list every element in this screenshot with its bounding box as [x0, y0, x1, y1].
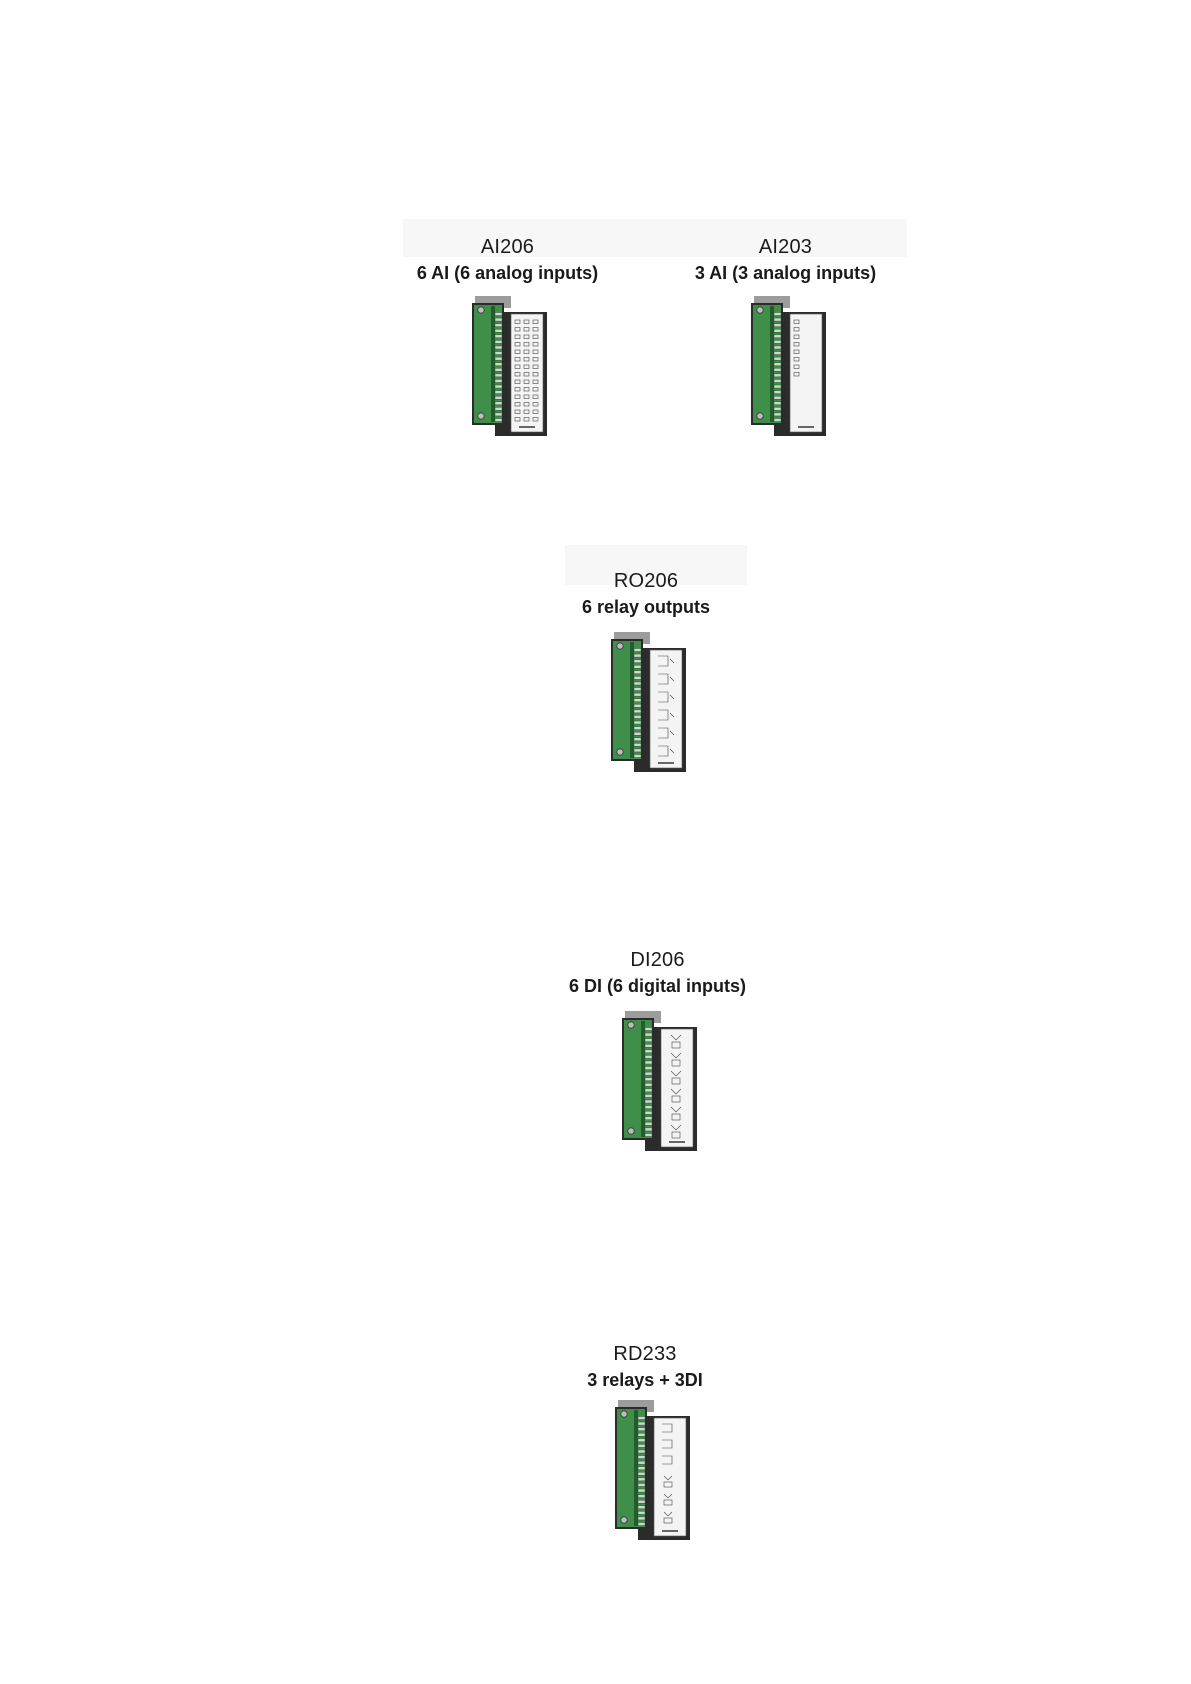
terminal-screw: [634, 738, 641, 741]
terminal-screw: [638, 1450, 645, 1453]
module-description: 6 relay outputs: [581, 597, 711, 617]
terminal-block-ro206: [610, 632, 688, 772]
terminal-screw: [495, 368, 502, 371]
terminal-screw: [634, 743, 641, 746]
terminal-screw: [638, 1444, 645, 1447]
terminal-screw: [634, 749, 641, 752]
terminal-screw: [774, 352, 781, 355]
terminal-screw: [774, 340, 781, 343]
module-di206: [540, 948, 775, 997]
schematic-label-panel: [654, 1418, 686, 1536]
terminal-screw: [638, 1511, 645, 1514]
terminal-screw: [638, 1439, 645, 1442]
terminal-screw: [638, 1517, 645, 1520]
terminal-screw: [774, 413, 781, 416]
terminal-screw: [645, 1061, 652, 1064]
module-ro206: [540, 569, 752, 618]
connector-shading: [641, 1021, 645, 1137]
top-screw-icon: [617, 643, 623, 649]
terminal-screw: [774, 374, 781, 377]
terminal-screw: [774, 379, 781, 382]
terminal-screw: [495, 363, 502, 366]
terminal-screw: [774, 318, 781, 321]
terminal-screw: [634, 715, 641, 718]
terminal-block-drawing: [621, 1011, 699, 1151]
terminal-screw: [495, 346, 502, 349]
terminal-screw: [638, 1417, 645, 1420]
bottom-screw-icon: [478, 413, 484, 419]
terminal-screw: [645, 1089, 652, 1092]
terminal-screw: [774, 363, 781, 366]
terminal-screw: [774, 346, 781, 349]
terminal-screw: [638, 1478, 645, 1481]
terminal-screw: [645, 1111, 652, 1114]
schematic-label-panel: [650, 650, 682, 768]
terminal-screw: [634, 682, 641, 685]
terminal-screw: [495, 402, 502, 405]
terminal-screw: [638, 1456, 645, 1459]
terminal-screw: [638, 1422, 645, 1425]
connector-shading: [634, 1410, 638, 1526]
terminal-screw: [774, 368, 781, 371]
terminal-screw: [638, 1483, 645, 1486]
terminal-screw: [774, 391, 781, 394]
terminal-screw: [645, 1094, 652, 1097]
terminal-screw: [495, 407, 502, 410]
terminal-screw: [495, 357, 502, 360]
terminal-screw: [495, 313, 502, 316]
label-panel-tag: [798, 426, 814, 428]
bottom-screw-icon: [617, 749, 623, 755]
terminal-screw: [774, 329, 781, 332]
terminal-screw: [495, 419, 502, 422]
terminal-screw: [645, 1117, 652, 1120]
terminal-screw: [774, 419, 781, 422]
module-description: 6 AI (6 analog inputs): [416, 263, 599, 283]
terminal-screw: [645, 1122, 652, 1125]
module-title: DI206: [630, 949, 685, 971]
terminal-screw: [634, 688, 641, 691]
connector-shading: [770, 306, 774, 422]
terminal-block-drawing: [471, 296, 549, 436]
terminal-screw: [774, 357, 781, 360]
terminal-screw: [634, 676, 641, 679]
terminal-screw: [774, 324, 781, 327]
module-title: RD233: [613, 1343, 677, 1365]
top-screw-icon: [478, 307, 484, 313]
module-description: 6 DI (6 digital inputs): [568, 976, 746, 996]
terminal-screw: [645, 1100, 652, 1103]
terminal-screw: [645, 1033, 652, 1036]
terminal-block-rd233: [614, 1400, 692, 1540]
label-panel-tag: [519, 426, 535, 428]
terminal-screw: [645, 1128, 652, 1131]
terminal-screw: [774, 402, 781, 405]
terminal-screw: [495, 318, 502, 321]
terminal-screw: [634, 732, 641, 735]
connector-shading: [630, 642, 634, 758]
terminal-screw: [634, 660, 641, 663]
terminal-screw: [495, 396, 502, 399]
terminal-screw: [638, 1461, 645, 1464]
terminal-screw: [638, 1472, 645, 1475]
terminal-screw: [634, 665, 641, 668]
top-screw-icon: [628, 1022, 634, 1028]
terminal-screw: [645, 1028, 652, 1031]
terminal-screw: [774, 396, 781, 399]
terminal-screw: [495, 352, 502, 355]
terminal-block-ai206: [471, 296, 549, 436]
module-title: RO206: [613, 570, 679, 592]
terminal-block-drawing: [614, 1400, 692, 1540]
terminal-screw: [638, 1523, 645, 1526]
terminal-screw: [634, 704, 641, 707]
terminal-screw: [495, 374, 502, 377]
terminal-block-drawing: [610, 632, 688, 772]
terminal-screw: [634, 721, 641, 724]
module-description: 3 relays + 3DI: [587, 1370, 703, 1390]
terminal-screw: [645, 1044, 652, 1047]
terminal-screw: [645, 1083, 652, 1086]
bottom-screw-icon: [621, 1517, 627, 1523]
terminal-screw: [634, 755, 641, 758]
terminal-screw: [634, 693, 641, 696]
terminal-screw: [645, 1055, 652, 1058]
terminal-screw: [495, 329, 502, 332]
terminal-screw: [645, 1134, 652, 1137]
terminal-screw: [638, 1506, 645, 1509]
terminal-screw: [774, 313, 781, 316]
terminal-screw: [638, 1500, 645, 1503]
terminal-screw: [495, 385, 502, 388]
terminal-screw: [495, 391, 502, 394]
module-ai203: [678, 235, 893, 284]
terminal-screw: [645, 1050, 652, 1053]
terminal-screw: [638, 1433, 645, 1436]
terminal-screw: [495, 340, 502, 343]
terminal-screw: [774, 335, 781, 338]
schematic-label-panel: [790, 314, 822, 432]
connector-shading: [491, 306, 495, 422]
terminal-screw: [638, 1489, 645, 1492]
terminal-screw: [645, 1072, 652, 1075]
terminal-screw: [634, 710, 641, 713]
module-title: AI203: [758, 236, 813, 258]
module-title: AI206: [480, 236, 535, 258]
terminal-screw: [638, 1495, 645, 1498]
terminal-screw: [638, 1467, 645, 1470]
terminal-screw: [634, 727, 641, 730]
terminal-screw: [774, 407, 781, 410]
terminal-screw: [645, 1078, 652, 1081]
terminal-screw: [638, 1428, 645, 1431]
terminal-screw: [495, 335, 502, 338]
terminal-block-drawing: [750, 296, 828, 436]
terminal-screw: [634, 699, 641, 702]
terminal-screw: [495, 413, 502, 416]
module-ai206: [400, 235, 615, 284]
terminal-screw: [495, 379, 502, 382]
terminal-screw: [645, 1039, 652, 1042]
label-panel-tag: [662, 1530, 678, 1532]
terminal-screw: [634, 649, 641, 652]
terminal-block-ai203: [750, 296, 828, 436]
terminal-screw: [634, 671, 641, 674]
module-description: 3 AI (3 analog inputs): [694, 263, 877, 283]
label-panel-tag: [658, 762, 674, 764]
terminal-screw: [774, 385, 781, 388]
top-screw-icon: [621, 1411, 627, 1417]
terminal-block-di206: [621, 1011, 699, 1151]
terminal-screw: [645, 1067, 652, 1070]
module-rd233: [545, 1342, 745, 1391]
bottom-screw-icon: [628, 1128, 634, 1134]
terminal-screw: [495, 324, 502, 327]
terminal-screw: [645, 1106, 652, 1109]
bottom-screw-icon: [757, 413, 763, 419]
terminal-screw: [634, 654, 641, 657]
label-panel-tag: [669, 1141, 685, 1143]
top-screw-icon: [757, 307, 763, 313]
